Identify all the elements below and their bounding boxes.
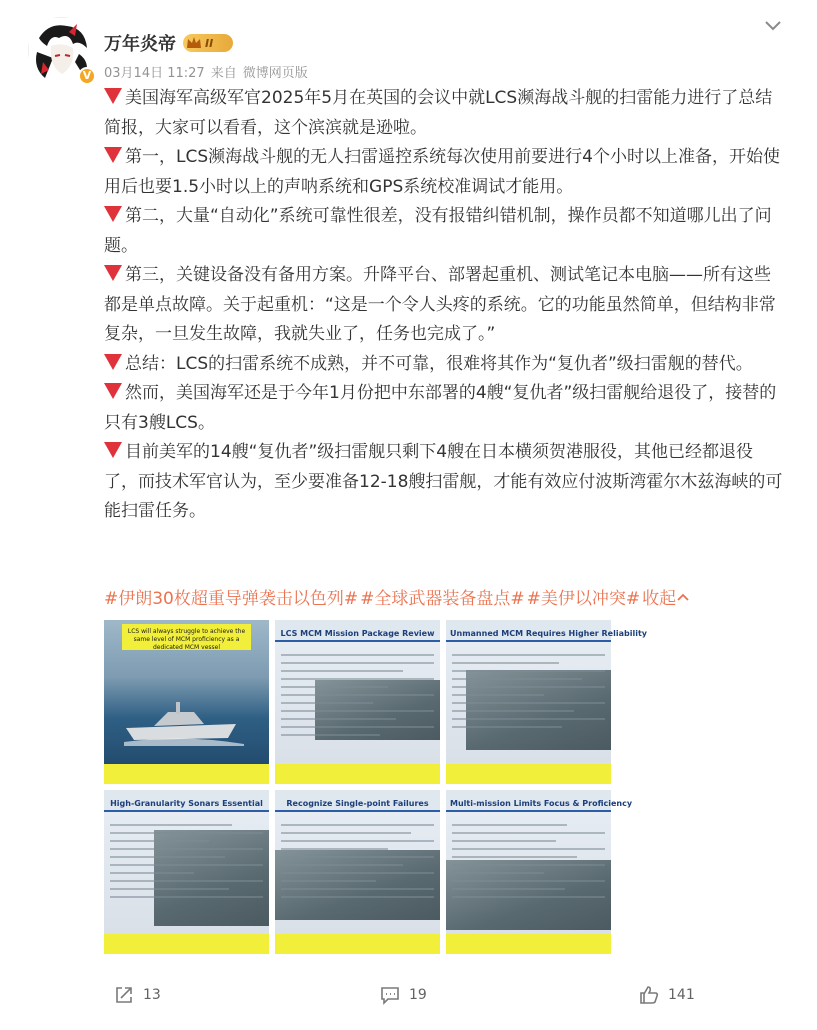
paragraph: 然而，美国海军还是于今年1月份把中东部署的4艘“复仇者”级扫雷舰给退役了，接替的只有3艘LCS。 — [104, 383, 777, 433]
topic-tag[interactable]: #伊朗30枚超重导弹袭击以色列# — [104, 589, 359, 609]
verified-badge-icon: V — [78, 67, 96, 85]
red-triangle-icon — [104, 442, 122, 458]
post-image[interactable] — [104, 790, 269, 954]
paragraph: 第一，LCS濒海战斗舰的无人扫雷遥控系统每次使用前要进行4个小时以上准备，开始使用后也要1.5小时以上的声呐系统和GPS系统校准调试才能用。 — [104, 147, 780, 197]
paragraph: 美国海军高级军官2025年5月在英国的会议中就LCS濒海战斗舰的扫雷能力进行了总结简报，大家可以看看，这个滨滨就是逊啦。 — [104, 88, 773, 138]
source-prefix: 来自 — [210, 66, 237, 81]
share-count: 13 — [143, 987, 161, 1003]
share-button[interactable] — [113, 984, 161, 1006]
chevron-down-icon[interactable] — [762, 14, 784, 36]
avatar[interactable] — [28, 17, 94, 83]
image-title: Multi-mission Limits Focus & Proficiency — [450, 799, 633, 808]
post-source: 微博网页版 — [242, 66, 308, 81]
rank-level: II — [205, 36, 214, 50]
image-title: Unmanned MCM Requires Higher Reliability — [450, 629, 647, 638]
comment-count: 19 — [409, 987, 427, 1003]
paragraph: 目前美军的14艘“复仇者”级扫雷舰只剩下4艘在日本横须贺港服役，其他已经都退役了，而技术军官认为，至少要准备12-18艘扫雷舰，才能有效应付波斯湾霍尔木兹海峡的可能扫雷任务。 — [104, 442, 783, 521]
comment-button[interactable] — [379, 984, 427, 1006]
rank-badge[interactable] — [183, 34, 233, 52]
post-image[interactable] — [275, 790, 440, 954]
red-triangle-icon — [104, 88, 122, 104]
post-image[interactable] — [446, 790, 633, 954]
collapse-label: 收起 — [642, 589, 677, 609]
paragraph: 第二，大量“自动化”系统可靠性很差，没有报错纠错机制，操作员都不知道哪儿出了问题。 — [104, 206, 772, 256]
action-bar — [0, 984, 817, 1014]
post-image[interactable] — [104, 620, 269, 784]
image-title: High-Granularity Sonars Essential — [110, 799, 263, 808]
comment-icon — [379, 984, 401, 1006]
red-triangle-icon — [104, 147, 122, 163]
image-title: Recognize Single-point Failures — [286, 799, 429, 808]
post-body — [104, 84, 784, 527]
thumbs-up-icon — [638, 984, 660, 1006]
topic-tag[interactable]: #全球武器装备盘点# — [360, 589, 525, 609]
crown-icon — [186, 36, 202, 50]
paragraph: 总结：LCS的扫雷系统不成熟，并不可靠，很难将其作为“复仇者”级扫雷舰的替代。 — [104, 350, 784, 380]
post-image[interactable] — [275, 620, 440, 784]
red-triangle-icon — [104, 383, 122, 399]
red-triangle-icon — [104, 206, 122, 222]
image-title: LCS will always struggle to achieve the same level of MCM proficiency as a dedicated MCM vessel — [127, 628, 246, 651]
chevron-up-icon — [676, 590, 690, 604]
image-title: LCS MCM Mission Package Review — [280, 629, 435, 638]
red-triangle-icon — [104, 265, 122, 281]
like-count: 141 — [668, 987, 695, 1003]
red-triangle-icon — [104, 354, 122, 370]
collapse-button[interactable] — [642, 584, 690, 609]
paragraph: 第三，关键设备没有备用方案。升降平台、部署起重机、测试笔记本电脑——所有这些都是单点故障。关于起重机：“这是一个令人头疼的系统。它的功能虽然简单，但结构非常复杂，一旦发生故障，我就失业了，任务也完成了。” — [104, 265, 776, 344]
post-meta — [104, 62, 308, 81]
post-image[interactable] — [446, 620, 647, 784]
topic-tag[interactable]: #美伊以冲突# — [526, 589, 641, 609]
topic-tags — [104, 584, 690, 609]
image-grid — [104, 620, 647, 954]
share-icon — [113, 984, 135, 1006]
author-name[interactable]: 万年炎帝 — [104, 34, 176, 55]
post-date[interactable]: 03月14日 11:27 — [104, 66, 205, 81]
like-button[interactable] — [638, 984, 695, 1006]
